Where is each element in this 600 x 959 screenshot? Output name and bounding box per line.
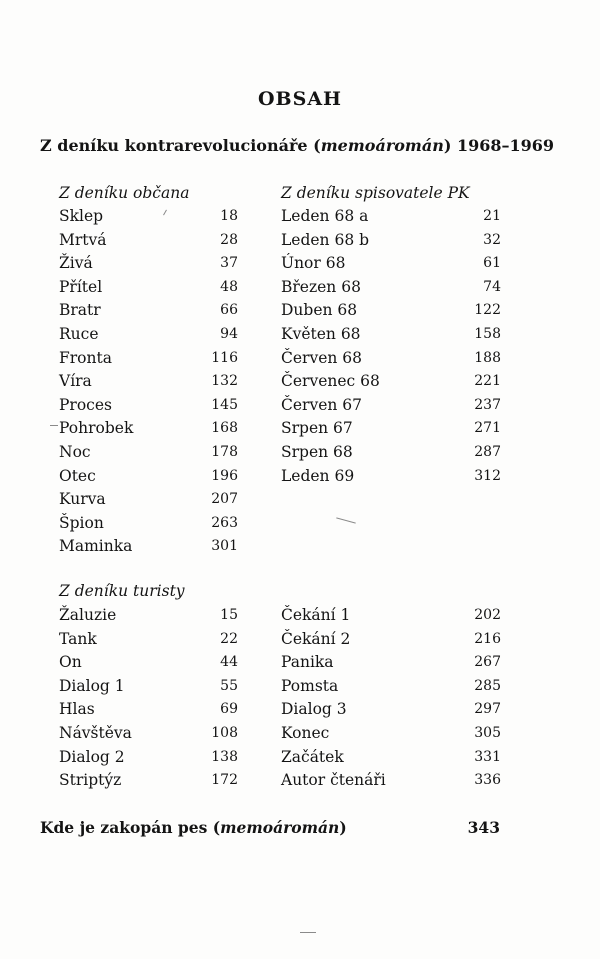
toc-entry-page: 285 — [474, 677, 501, 694]
toc-entry-title: On — [59, 653, 82, 672]
toc-entry-page: 207 — [211, 491, 238, 508]
toc-entry — [59, 394, 238, 418]
toc-entry-title: Pomsta — [281, 676, 339, 695]
part2-heading — [40, 818, 347, 837]
toc-entry-page: 263 — [211, 514, 238, 531]
toc-entry-page: 331 — [474, 748, 501, 765]
toc-entry — [59, 205, 238, 229]
toc-entry — [281, 205, 501, 229]
toc-entry-page: 61 — [483, 255, 501, 272]
toc-entry-page: 55 — [220, 677, 238, 694]
toc-entry-title: Pohrobek — [59, 419, 134, 438]
toc-entry-title: Maminka — [59, 537, 133, 556]
part2-heading-italic: memoáromán — [220, 818, 340, 837]
toc-entry-page: 28 — [220, 231, 238, 248]
toc-entry-title: Červen 68 — [281, 348, 363, 367]
toc-entry — [59, 229, 238, 253]
toc-entry-page: 196 — [211, 467, 238, 484]
toc-entry-page: 32 — [483, 231, 501, 248]
toc-entry-title: Mrtvá — [59, 230, 107, 249]
toc-entry-title: Červen 67 — [281, 395, 363, 414]
toc-entry-title: Ruce — [59, 325, 99, 343]
toc-entry-page: 178 — [211, 444, 238, 460]
toc-entry — [59, 441, 238, 465]
toc-entry-page: 116 — [211, 349, 238, 366]
toc-entry-page: 138 — [211, 748, 238, 765]
toc-entry-title: Striptýz — [59, 771, 122, 790]
toc-entry-title: Konec — [281, 724, 330, 742]
toc-entry-page: 158 — [474, 326, 501, 342]
toc-entry-title: Leden 68 a — [281, 207, 369, 225]
part1-heading-years: ) 1968–1969 — [443, 136, 555, 155]
toc-entry — [281, 229, 501, 253]
toc-entry — [59, 370, 238, 394]
toc-entry-page: 221 — [474, 373, 501, 390]
toc-entry-title: Začátek — [281, 747, 344, 766]
toc-entry-page: 15 — [220, 607, 238, 623]
toc-entry — [59, 323, 238, 347]
toc-entry-title: Kurva — [59, 490, 106, 509]
toc-entry-page: 48 — [220, 278, 238, 295]
toc-entry-page: 287 — [474, 444, 501, 460]
toc-entry-title: Čekání 1 — [281, 606, 351, 624]
part2-heading-close: ) — [339, 818, 347, 837]
toc-entry-title: Červenec 68 — [281, 372, 380, 391]
scan-speck — [300, 932, 316, 933]
toc-entry-title: Dialog 3 — [281, 700, 347, 719]
part2-page-number: 343 — [467, 818, 500, 837]
part2-entry — [40, 818, 500, 837]
toc-entry — [59, 347, 238, 371]
toc-entry — [281, 746, 501, 770]
toc-entry — [59, 651, 238, 675]
toc-entry-page: 145 — [211, 396, 238, 413]
toc-entry-page: 202 — [474, 607, 501, 623]
toc-entry-title: Otec — [59, 466, 96, 485]
toc-entry-title: Leden 69 — [281, 466, 355, 485]
toc-entry — [59, 746, 238, 770]
toc-entry — [281, 370, 501, 394]
toc-entry-title: Čekání 2 — [281, 629, 351, 648]
toc-entry — [59, 769, 238, 793]
toc-entry-page: 168 — [211, 420, 238, 437]
toc-entry-title: Březen 68 — [281, 277, 361, 296]
toc-entry-page: 66 — [220, 302, 238, 319]
toc-entry-title: Živá — [59, 254, 93, 273]
toc-entry-title: Leden 68 b — [281, 230, 370, 249]
left-column-heading: Z deníku občana — [59, 184, 190, 202]
toc-entry-page: 312 — [474, 467, 501, 484]
toc-entry-title: Srpen 67 — [281, 419, 353, 438]
toc-entry-title: Přítel — [59, 277, 103, 296]
toc-entry — [281, 347, 501, 371]
toc-entry — [59, 465, 238, 489]
toc-entry — [281, 252, 501, 276]
toc-entry-title: Žaluzie — [59, 606, 117, 624]
toc-entry-page: 22 — [220, 630, 238, 647]
toc-entry-title: Fronta — [59, 348, 112, 367]
toc-entry — [59, 675, 238, 699]
toc-entry-page: 74 — [483, 278, 501, 295]
toc-entry-title: Hlas — [59, 700, 95, 719]
scan-speck — [50, 425, 58, 426]
part1-heading-italic: memoáromán — [320, 136, 444, 155]
toc-entry-title: Noc — [59, 443, 91, 461]
toc-entry — [281, 722, 501, 746]
toc-entry — [59, 604, 238, 628]
toc-entry — [281, 698, 501, 722]
part1-heading-text: Z deníku kontrarevolucionáře ( — [40, 136, 321, 155]
right-column-heading: Z deníku spisovatele PK — [281, 184, 470, 202]
toc-entry-title: Špion — [59, 513, 104, 532]
toc-entry — [281, 465, 501, 489]
toc-entry-page: 44 — [220, 654, 238, 671]
toc-entry — [59, 722, 238, 746]
toc-entry-page: 237 — [474, 396, 501, 413]
toc-entry-title: Květen 68 — [281, 325, 361, 343]
toc-entry — [59, 417, 238, 441]
toc-entry-page: 122 — [474, 302, 501, 319]
toc-entry-title: Únor 68 — [281, 254, 346, 273]
toc-entry-page: 69 — [220, 701, 238, 718]
toc-entry-page: 301 — [211, 538, 238, 555]
toc-entry — [59, 299, 238, 323]
toc-entry-title: Dialog 2 — [59, 747, 125, 766]
toc-entry-page: 21 — [483, 208, 501, 224]
toc-entry-title: Autor čtenáři — [281, 771, 386, 790]
toc-entry — [281, 323, 501, 347]
toc-entry-title: Víra — [59, 372, 92, 391]
toc-entry — [59, 488, 238, 512]
toc-entry-title: Návštěva — [59, 724, 132, 742]
toc-entry-page: 108 — [211, 725, 238, 741]
toc-entry — [281, 651, 501, 675]
toc-entry-page: 132 — [211, 373, 238, 390]
toc-entry-page: 94 — [220, 326, 238, 342]
toc-entry — [281, 604, 501, 628]
toc-entry-page: 37 — [220, 255, 238, 272]
toc-entry — [281, 628, 501, 652]
toc-entry — [281, 276, 501, 300]
toc-entry-page: 172 — [211, 772, 238, 789]
toc-entry-page: 267 — [474, 654, 501, 671]
toc-entry — [281, 417, 501, 441]
tourist-heading: Z deníku turisty — [59, 582, 185, 600]
toc-entry-page: 305 — [474, 725, 501, 741]
toc-entry — [59, 252, 238, 276]
part2-heading-text: Kde je zakopán pes ( — [40, 818, 221, 837]
toc-entry-title: Srpen 68 — [281, 443, 353, 461]
toc-entry — [281, 299, 501, 323]
toc-entry — [59, 512, 238, 536]
toc-entry-title: Tank — [59, 629, 97, 648]
toc-entry — [281, 769, 501, 793]
toc-entry — [59, 276, 238, 300]
part1-heading — [40, 136, 554, 155]
toc-entry-page: 18 — [220, 208, 238, 224]
scan-speck — [336, 517, 356, 523]
toc-entry-page: 297 — [474, 701, 501, 718]
toc-entry-title: Dialog 1 — [59, 676, 125, 695]
toc-entry — [281, 441, 501, 465]
toc-entry-page: 271 — [474, 420, 501, 437]
toc-entry-title: Sklep — [59, 207, 104, 225]
toc-entry — [59, 698, 238, 722]
toc-entry-title: Panika — [281, 653, 334, 672]
toc-entry — [281, 394, 501, 418]
toc-entry-page: 336 — [474, 772, 501, 789]
toc-entry — [59, 628, 238, 652]
toc-entry-page: 216 — [474, 630, 501, 647]
toc-entry — [281, 675, 501, 699]
toc-entry — [59, 535, 238, 559]
toc-entry-page: 188 — [474, 349, 501, 366]
toc-entry-title: Bratr — [59, 301, 101, 320]
toc-entry-title: Proces — [59, 395, 112, 414]
toc-entry-title: Duben 68 — [281, 301, 358, 320]
page-title: OBSAH — [257, 88, 343, 110]
